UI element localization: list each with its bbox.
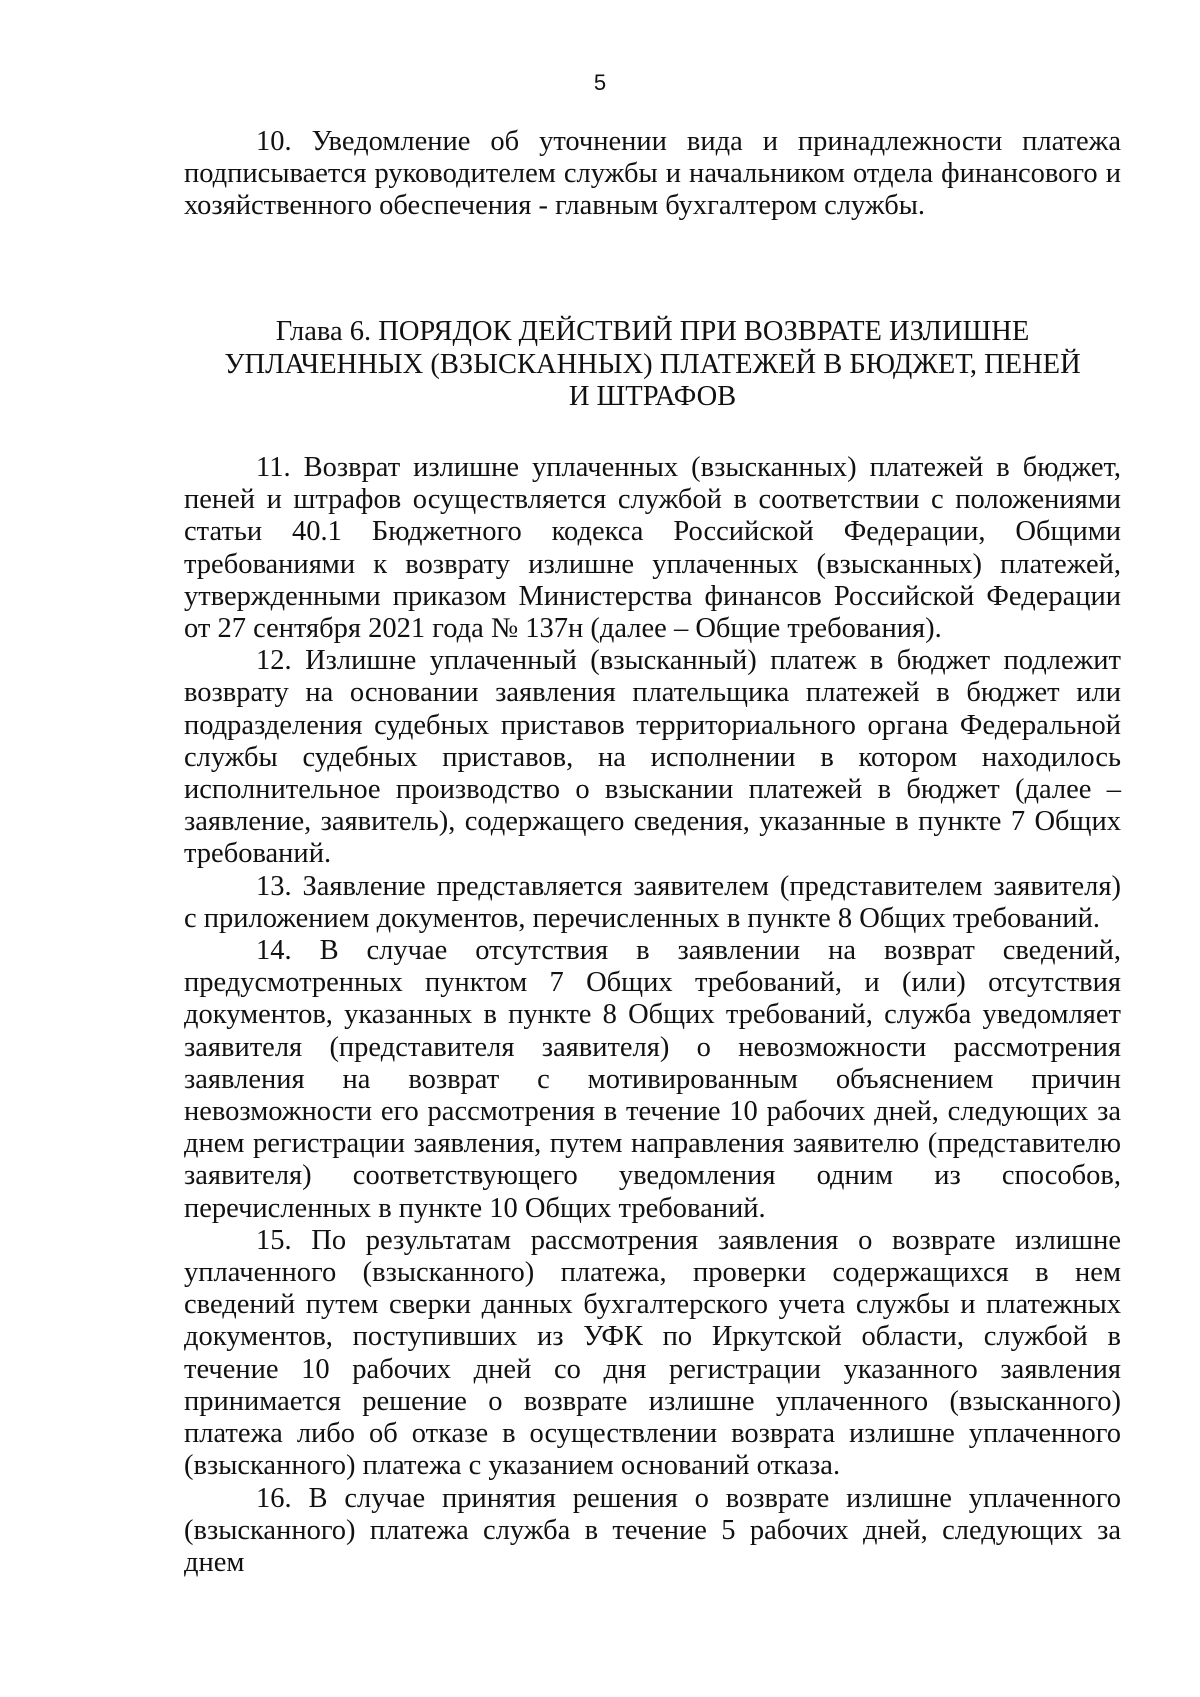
page-number: 5 <box>593 70 607 95</box>
chapter-heading-line-2: УПЛАЧЕННЫХ (ВЗЫСКАННЫХ) ПЛАТЕЖЕЙ В БЮДЖЕТ, ПЕНЕЙ <box>224 348 1081 380</box>
paragraph-12: 12. Излишне уплаченный (взысканный) платеж в бюджет подлежит возврату на основании заявления плательщика платежей в бюджет или подразделения судебных приставов территориального органа Федеральной службы судебных приставов, на исполнении в котором находилось исполнительное производство о взыскании платежей в бюджет (далее – заявление, заявитель), содержащего сведения, указанные в пункте 7 Общих требований. <box>184 645 1121 870</box>
top-text-block <box>184 126 1121 223</box>
paragraph-16: 16. В случае принятия решения о возврате излишне уплаченного (взысканного) платежа служба в течение 5 рабочих дней, следующих за днем <box>184 1482 1121 1578</box>
paragraph-15: 15. По результатам рассмотрения заявления о возврате излишне уплаченного (взысканного) платежа, проверки содержащихся в нем сведений путем сверки данных бухгалтерского учета службы и платежных документов, поступивших из УФК по Иркутской области, службой в течение 10 рабочих дней со дня регистрации указанного заявления принимается решение о возврате излишне уплаченного (взысканного) платежа либо об отказе в осуществлении возврата излишне уплаченного (взысканного) платежа с указанием оснований отказа. <box>184 1224 1121 1482</box>
paragraph-13: 13. Заявление представляется заявителем (представителем заявителя) с приложением документов, перечисленных в пункте 8 Общих требований. <box>184 870 1121 934</box>
chapter-heading <box>184 316 1121 414</box>
main-text-block <box>184 452 1121 1579</box>
paragraph-11: 11. Возврат излишне уплаченных (взысканных) платежей в бюджет, пеней и штрафов осуществляется службой в соответствии с положениями статьи 40.1 Бюджетного кодекса Российской Федерации, Общими требованиями к возврату излишне уплаченных (взысканных) платежей, утвержденными приказом Министерства финансов Российской Федерации от 27 сентября 2021 года № 137н (далее – Общие требования). <box>184 452 1121 645</box>
paragraph-10: 10. Уведомление об уточнении вида и принадлежности платежа подписывается руководителем службы и начальником отдела финансового и хозяйственного обеспечения - главным бухгалтером службы. <box>184 126 1121 222</box>
chapter-heading-line-3: И ШТРАФОВ <box>568 381 737 413</box>
chapter-heading-line-1: Глава 6. ПОРЯДОК ДЕЙСТВИЙ ПРИ ВОЗВРАТЕ ИЗЛИШНЕ <box>275 316 1030 347</box>
paragraph-14: 14. В случае отсутствия в заявлении на возврат сведений, предусмотренных пунктом 7 Общих требований, и (или) отсутствия документов, указанных в пункте 8 Общих требований, служба уведомляет заявителя (представителя заявителя) о невозможности рассмотрения заявления на возврат с мотивированным объяснением причин невозможности его рассмотрения в течение 10 рабочих дней, следующих за днем регистрации заявления, путем направления заявителю (представителю заявителя) соответствующего уведомления одним из способов, перечисленных в пункте 10 Общих требований. <box>184 935 1121 1224</box>
